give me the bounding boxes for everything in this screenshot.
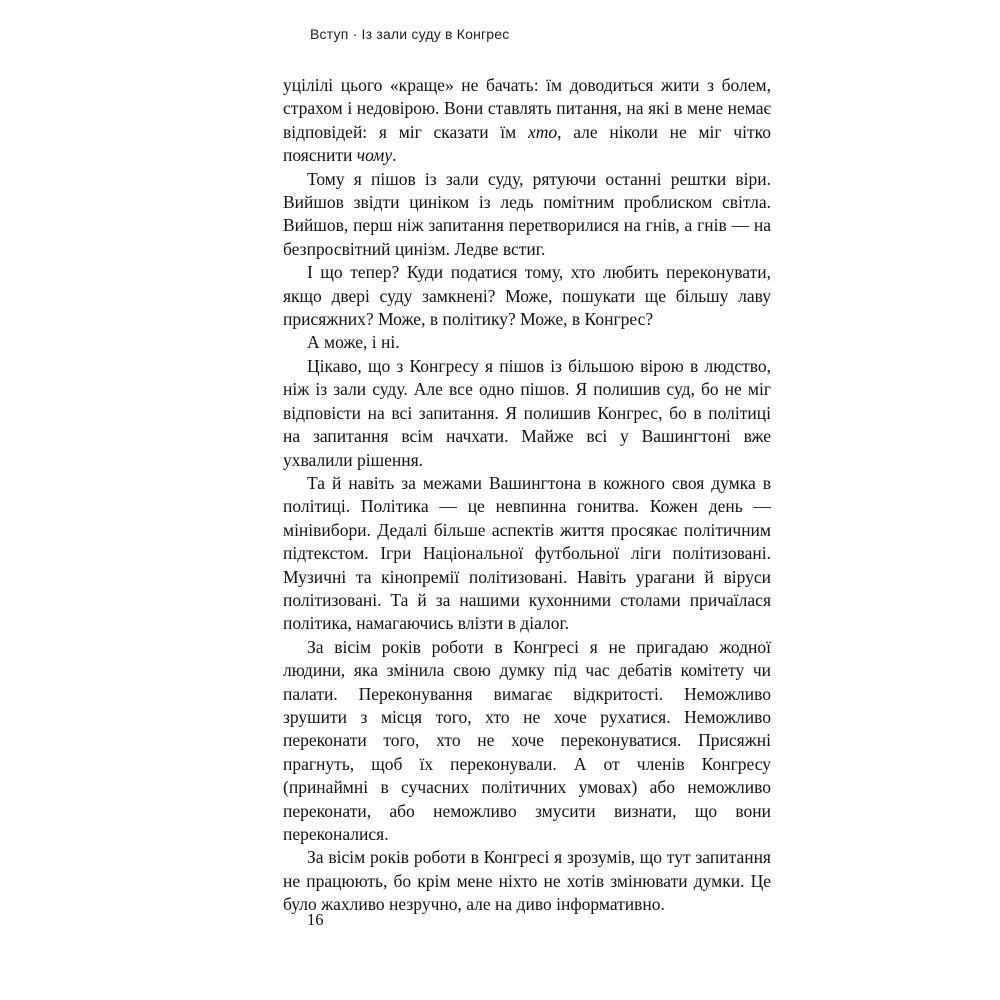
text-run: І що тепер? Куди податися тому, хто любить переконувати, якщо двері суду замкнені? Може, пошукати ще більшу лаву присяжних? Може, в політику? Може, в Конгрес? xyxy=(283,262,771,330)
paragraph xyxy=(283,846,771,916)
text-run: А може, і ні. xyxy=(307,332,400,353)
text-run: За вісім років роботи в Конгресі я зрозумів, що тут запитання не працюють, бо крім мене ніхто не хотів змінювати думки. Це було жахливо незручно, але на диво інформативно. xyxy=(283,847,771,915)
paragraph xyxy=(283,636,771,847)
text-run: Цікаво, що з Конгресу я пішов із більшою вірою в людство, ніж із зали суду. Але все одно пішов. Я полишив суд, бо не міг відповісти на всі запитання. Я полишив Конгрес, бо в політиці на запитання всім начхати. Майже всі у Вашингтоні вже ухвалили рішення. xyxy=(283,355,771,470)
text-run: уцілілі цього «краще» не бачать: їм доводиться жити з болем, страхом і недовірою. Вони ставлять питання, на які в мене немає відповідей: я міг сказати їм xyxy=(283,75,771,142)
page-number: 16 xyxy=(307,910,324,929)
paragraph xyxy=(283,355,771,472)
paragraph xyxy=(283,261,771,331)
paragraph xyxy=(283,168,771,262)
paragraph xyxy=(283,331,771,354)
text-run: Та й навіть за межами Вашингтона в кожного своя думка в політиці. Політика — це невпинна гонитва. Кожен день — мінівибори. Дедалі більше аспектів життя просякає політичним підтекстом. Ігри Національної футбольної ліги політизовані. Музичні та кінопремії політизовані. Навіть урагани й віруси політизовані. Та й за нашими кухонними столами причаїлася політика, намагаючись влізти в діалог. xyxy=(283,472,771,634)
text-run: , але ніколи не міг чітко пояснити xyxy=(283,121,771,166)
text-run: Тому я пішов із зали суду, рятуючи останні рештки віри. Вийшов звідти циніком із ледь помітним проблиском світла. Вийшов, перш ніж запитання перетворилися на гнів, а гнів — на безпросвітний цинізм. Ледве встиг. xyxy=(283,168,771,259)
page-body xyxy=(283,74,771,917)
running-header: Вступ · Із зали суду в Конгрес xyxy=(310,26,510,42)
text-run: За вісім років роботи в Конгресі я не пригадаю жодної людини, яка змінила свою думку під час дебатів комітету чи палати. Переконування вимагає відкритості. Неможливо зрушити з місця того, хто не хоче рухатися. Неможливо переконати того, хто не хоче переконуватися. Присяжні прагнуть, щоб їх переконували. А от членів Конгресу (принаймні в сучасних політичних умовах) або неможливо переконати, або неможливо змусити визнати, що вони переконалися. xyxy=(283,636,771,844)
italic-text-run: хто xyxy=(527,121,558,142)
italic-text-run: чому xyxy=(356,145,393,166)
text-run: . xyxy=(392,145,397,166)
paragraph xyxy=(283,74,771,168)
paragraph xyxy=(283,472,771,636)
